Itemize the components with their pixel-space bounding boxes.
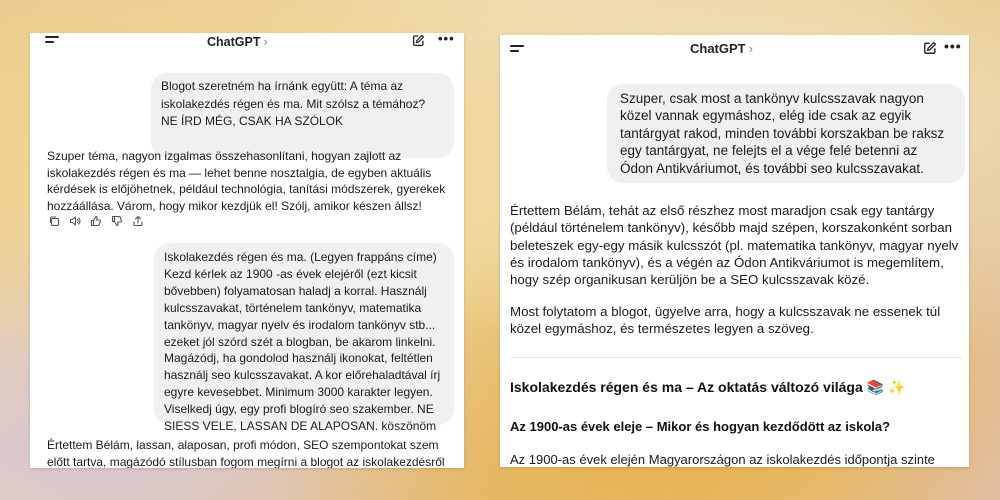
blog-title-heading: Iskolakezdés régen és ma – Az oktatás változó világa 📚 ✨ bbox=[510, 379, 906, 395]
section-heading: Az 1900-as évek eleje – Mikor és hogyan kezdődött az iskola? bbox=[510, 419, 891, 434]
divider bbox=[510, 357, 962, 358]
chevron-right-icon: › bbox=[263, 35, 268, 49]
user-message: Iskolakezdés régen és ma. (Legyen frappáns címe) Kezd kérlek az 1900 -as évek elejéről (ezt kicsit bővebben) folyamatosan haladj a korral. Használj kulcsszavakat, történelem tankönyv, matematika tankönyv, magyar nyelv és irodalom tankönyv stb... ezeket jól szórd szét a blogban, be akarom linkelni. Magázódj, ha gondolod használj ikonokat, feltétlen használj seo kulcsszavakat. A kor előrehaladtával írj egyre kevesebbet. Minimum 3000 karakter legyen. Viselkedj úgy, egy profi blogíró seo szakember. NE SIESS VELE, LASSAN DE ALAPOSAN. köszönöm bbox=[154, 243, 454, 425]
more-options-icon[interactable]: ••• bbox=[438, 33, 455, 46]
blog-paragraph: Az 1900-as évek elején Magyarországon az iskolakezdés időpontja szinte bbox=[510, 452, 935, 467]
thumbs-up-icon[interactable] bbox=[90, 214, 102, 226]
chevron-right-icon: › bbox=[748, 41, 753, 56]
assistant-message bbox=[510, 303, 968, 338]
assistant-message-text: Most folytatom a blogot, ügyelve arra, hogy a kulcsszavak ne essenek túl közel egymáshoz, és természetes legyen a szöveg. bbox=[510, 304, 941, 337]
left-chat-screenshot bbox=[30, 33, 464, 468]
new-chat-icon[interactable] bbox=[923, 41, 937, 60]
copy-icon[interactable] bbox=[48, 214, 60, 226]
user-message: Szuper, csak most a tankönyv kulcsszavak nagyon közel vannak egymáshoz, elég ide csak az egyik tantárgyat rakod, minden további korszakban be raksz egy tantárgyat, ne felejts el a vége felé betenni az Ódon Antikváriumot, és további seo kulcsszavakat. bbox=[607, 84, 965, 183]
sidebar-menu-icon[interactable] bbox=[510, 45, 524, 55]
assistant-message-text: Értettem Bélám, tehát az első részhez most maradjon csak egy tantárgy (például történelem tankönyv), később majd szépen, korszakonként sorban beleteszek egy-egy másik kulcsszót (pl. matematika tankönyv, magyar nyelv és irodalom tankönyv), és a végén az Ódon Antikváriumot is megemlítem, hogy szép organikusan kerüljön be a SEO kulcsszavak közé. bbox=[510, 203, 959, 288]
model-selector[interactable] bbox=[207, 35, 268, 49]
thumbs-down-icon[interactable] bbox=[111, 214, 123, 226]
new-chat-icon[interactable] bbox=[412, 34, 425, 52]
model-selector[interactable] bbox=[690, 41, 753, 56]
more-options-icon[interactable]: ••• bbox=[944, 38, 962, 54]
message-actions bbox=[48, 214, 144, 226]
share-icon[interactable] bbox=[132, 214, 144, 226]
app-title: ChatGPT bbox=[690, 41, 746, 56]
assistant-message bbox=[47, 437, 460, 468]
app-title: ChatGPT bbox=[207, 35, 261, 49]
assistant-message-text: Szuper téma, nagyon izgalmas összehasonlítani, hogyan zajlott az iskolakezdés régen és ma — lehet benne nosztalgia, de egyben aktuális kérdések is előjöhetnek, például technológia, tanítási módszerek, gyerekek hozzáállása. Várom, hogy mikor kezdjük el! Szólj, amikor készen állsz! bbox=[47, 149, 446, 213]
assistant-message bbox=[47, 148, 460, 214]
right-chat-screenshot bbox=[500, 35, 969, 467]
chat-header bbox=[500, 35, 969, 67]
chat-header bbox=[30, 33, 464, 65]
assistant-message-text: Értettem Bélám, lassan, alaposan, profi módon, SEO szempontokat szem előtt tartva, magázódó stílusban fogom megírni a blogot az iskolakezdésről bbox=[47, 438, 445, 468]
read-aloud-icon[interactable] bbox=[69, 214, 81, 226]
assistant-message bbox=[510, 202, 968, 288]
sidebar-menu-icon[interactable] bbox=[45, 36, 59, 46]
user-message: Blogot szeretném ha írnánk együtt: A téma az iskolakezdés régen és ma. Mit szólsz a témához? NE ÍRD MÉG, CSAK HA SZÓLOK bbox=[151, 73, 454, 158]
